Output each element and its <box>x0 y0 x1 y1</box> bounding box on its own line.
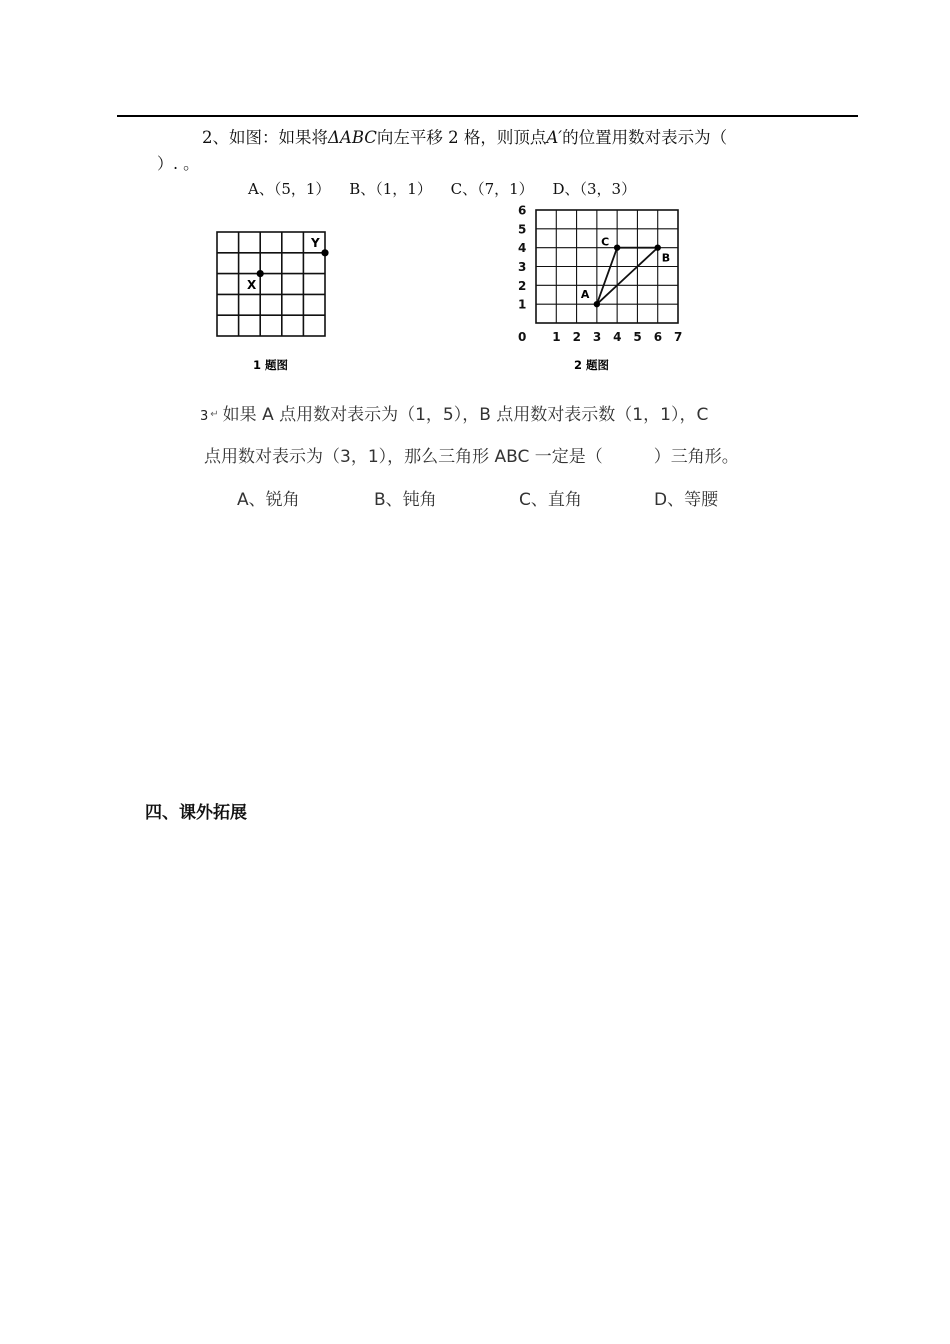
y-tick-5: 5 <box>518 222 527 237</box>
question-2-line-2: ）. 。 <box>157 154 200 173</box>
y-tick-6: 6 <box>518 203 527 218</box>
figure-1-caption: 1 题图 <box>253 358 289 372</box>
vertex-a-dot <box>594 301 600 307</box>
vertex-a-label: A <box>580 288 590 302</box>
question-3-line-1-text: 如果 A 点用数对表示为（1，5），B 点用数对表示数（1，1），C <box>222 405 709 425</box>
y-tick-1: 1 <box>518 297 527 312</box>
question-2-choice-d: D、（3，3） <box>552 180 637 198</box>
question-2-middle: 向左平移 2 格，则顶点 <box>376 128 547 147</box>
figure-2-caption: 2 题图 <box>574 358 610 372</box>
figure-1-grid <box>205 222 345 372</box>
paragraph-mark-icon: ↵ <box>210 409 219 420</box>
question-2-choice-a: A、（5，1） <box>248 180 331 198</box>
point-x-dot <box>257 270 264 277</box>
y-tick-4: 4 <box>518 241 527 256</box>
point-y-dot <box>321 249 328 256</box>
point-x-label: X <box>247 278 257 292</box>
figure-2-coordinate-grid <box>508 198 690 376</box>
x-tick-0: 0 <box>518 330 527 344</box>
question-2-choice-b: B、（1，1） <box>349 180 432 198</box>
question-3-choice-a: A、锐角 <box>237 490 300 510</box>
vertex-a-prime: A′ <box>546 128 563 147</box>
header-rule <box>117 115 858 117</box>
x-tick-5: 5 <box>633 330 642 344</box>
question-3-choice-d: D、等腰 <box>654 490 719 510</box>
question-2-choices <box>248 178 650 199</box>
vertex-c-dot <box>614 244 620 250</box>
question-3-line-1 <box>200 400 708 425</box>
question-2-prefix: 2、如图：如果将 <box>202 128 328 147</box>
vertex-c-label: C <box>601 235 610 249</box>
question-3-choice-b: B、钝角 <box>374 490 437 510</box>
triangle-abc-symbol: ΔABC <box>328 128 377 147</box>
x-tick-3: 3 <box>592 330 602 344</box>
question-2-text <box>202 124 727 148</box>
x-tick-4: 4 <box>613 330 622 344</box>
question-3-line-2: 点用数对表示为（3，1），那么三角形 ABC 一定是（ ）三角形。 <box>204 447 739 467</box>
point-y-label: Y <box>311 236 320 250</box>
question-3-number: 3 <box>200 409 209 424</box>
vertex-b-label: B <box>661 251 671 265</box>
section-4-title: 四、课外拓展 <box>145 803 247 823</box>
x-tick-6: 6 <box>653 330 663 344</box>
x-tick-1: 1 <box>552 330 561 344</box>
x-tick-2: 2 <box>572 330 581 344</box>
triangle-abc <box>597 248 658 304</box>
y-tick-3: 3 <box>518 260 527 274</box>
vertex-b-dot <box>655 244 661 250</box>
y-tick-2: 2 <box>518 278 527 293</box>
question-2-suffix: 的位置用数对表示为（ <box>562 128 728 147</box>
question-2-choice-c: C、（7，1） <box>450 180 534 198</box>
question-3-choice-c: C、直角 <box>519 490 582 510</box>
x-tick-7: 7 <box>674 330 683 344</box>
